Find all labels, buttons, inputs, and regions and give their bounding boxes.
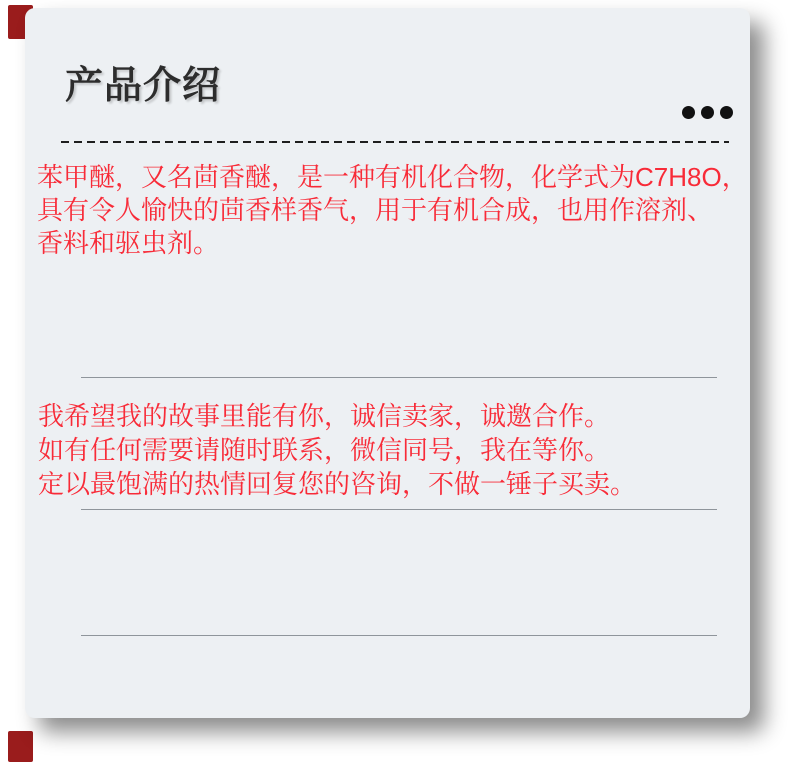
section-title: 产品介绍 <box>65 65 222 107</box>
text-line: 香料和驱虫剂。 <box>37 228 220 258</box>
dot-icon <box>720 106 733 119</box>
product-description <box>37 161 748 260</box>
dot-icon <box>701 106 714 119</box>
divider-1 <box>81 377 717 378</box>
seller-message <box>38 399 740 501</box>
divider-3 <box>81 635 717 636</box>
ellipsis-icon <box>682 106 733 119</box>
dot-icon <box>682 106 695 119</box>
text-line: 我希望我的故事里能有你，诚信卖家，诚邀合作。 <box>38 401 611 431</box>
text-line: 苯甲醚，又名茴香醚，是一种有机化合物，化学式为C7H8O， <box>37 162 748 192</box>
product-intro-card <box>25 8 750 718</box>
text-line: 定以最饱满的热情回复您的咨询，不做一锤子买卖。 <box>38 469 637 499</box>
text-line: 如有任何需要请随时联系，微信同号，我在等你。 <box>38 435 611 465</box>
text-line: 具有令人愉快的茴香样香气，用于有机合成，也用作溶剂、 <box>37 195 714 225</box>
corner-accent-bottom <box>8 731 33 762</box>
divider-2 <box>81 509 717 510</box>
dashed-divider <box>61 141 729 143</box>
